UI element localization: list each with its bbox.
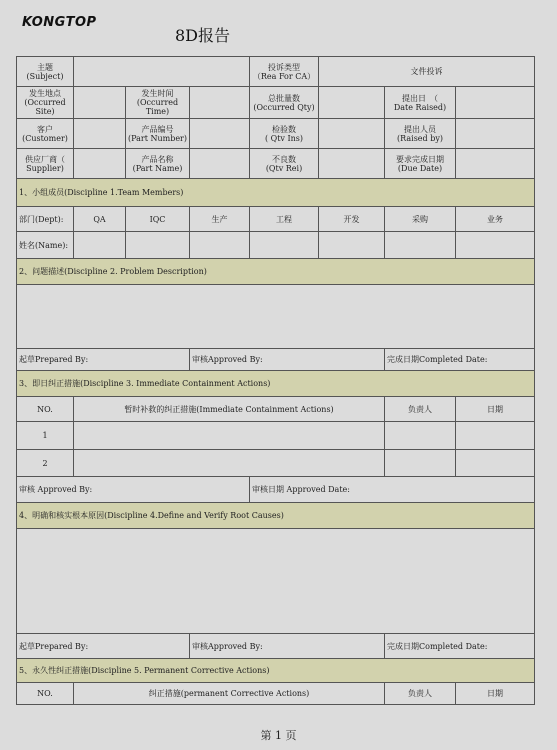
d2-description-row bbox=[17, 285, 535, 349]
d1-heading-row bbox=[17, 179, 535, 207]
page-title: 8D报告 bbox=[175, 26, 231, 45]
subject-value[interactable] bbox=[74, 57, 250, 87]
d3-row-2-owner[interactable] bbox=[385, 450, 456, 477]
qty-rej-value[interactable] bbox=[319, 149, 385, 179]
d2-prepared-by: 起草Prepared By: bbox=[17, 349, 190, 371]
qty-label: 总批量数 (Occurred Qty) bbox=[250, 87, 319, 119]
name-row bbox=[17, 232, 535, 259]
d3-row-1-no: 1 bbox=[17, 422, 74, 450]
d2-completed-date: 完成日期Completed Date: bbox=[385, 349, 535, 371]
supplier-value[interactable] bbox=[74, 149, 126, 179]
due-date-label: 要求完成日期 (Due Date) bbox=[385, 149, 456, 179]
customer-value[interactable] bbox=[74, 119, 126, 149]
dept-engineering: 工程 bbox=[250, 207, 319, 232]
d4-completed-date: 完成日期Completed Date: bbox=[385, 634, 535, 659]
d5-header-row bbox=[17, 683, 535, 705]
raised-by-value[interactable] bbox=[456, 119, 535, 149]
name-iqc[interactable] bbox=[126, 232, 190, 259]
d5-col-no: NO. bbox=[17, 683, 74, 705]
d3-row-2-action[interactable] bbox=[74, 450, 385, 477]
subject-label: 主题 (Subject) bbox=[17, 57, 74, 87]
site-value[interactable] bbox=[74, 87, 126, 119]
d1-heading: 1、小组成员(Discipline 1.Team Members) bbox=[17, 179, 535, 207]
d3-row-2-no: 2 bbox=[17, 450, 74, 477]
d3-heading-row bbox=[17, 371, 535, 397]
date-raised-value[interactable] bbox=[456, 87, 535, 119]
time-label: 发生时间 (Occurred Time) bbox=[126, 87, 190, 119]
qty-value[interactable] bbox=[319, 87, 385, 119]
report-form-table bbox=[16, 56, 535, 705]
d3-col-owner: 负责人 bbox=[385, 397, 456, 422]
d4-description-row bbox=[17, 529, 535, 634]
name-development[interactable] bbox=[319, 232, 385, 259]
d3-row-2 bbox=[17, 450, 535, 477]
part-number-label: 产品编号 (Part Number) bbox=[126, 119, 190, 149]
name-qa[interactable] bbox=[74, 232, 126, 259]
dept-iqc: IQC bbox=[126, 207, 190, 232]
d3-col-date: 日期 bbox=[456, 397, 535, 422]
name-purchasing[interactable] bbox=[385, 232, 456, 259]
d3-heading: 3、即日纠正措施(Discipline 3. Immediate Containment Actions) bbox=[17, 371, 535, 397]
part-number-value[interactable] bbox=[190, 119, 250, 149]
due-date-value[interactable] bbox=[456, 149, 535, 179]
company-logo: KONGTOP bbox=[22, 15, 97, 30]
d2-heading-row bbox=[17, 259, 535, 285]
complaint-type-label: 投诉类型 （Rea For CA） bbox=[250, 57, 319, 87]
dept-production: 生产 bbox=[190, 207, 250, 232]
d5-col-action: 纠正措施(permanent Corrective Actions) bbox=[74, 683, 385, 705]
d3-row-1-date[interactable] bbox=[456, 422, 535, 450]
d4-prepared-by: 起草Prepared By: bbox=[17, 634, 190, 659]
d3-col-no: NO. bbox=[17, 397, 74, 422]
d3-row-2-date[interactable] bbox=[456, 450, 535, 477]
d3-approved-date: 审核日期 Approved Date: bbox=[250, 477, 535, 503]
supplier-label: 供应厂商（ Supplier) bbox=[17, 149, 74, 179]
info-row-supplier bbox=[17, 149, 535, 179]
d5-heading-row bbox=[17, 659, 535, 683]
problem-description-area[interactable] bbox=[17, 285, 535, 349]
dept-label: 部门(Dept): bbox=[17, 207, 74, 232]
raised-by-label: 提出人员 (Raised by) bbox=[385, 119, 456, 149]
part-name-value[interactable] bbox=[190, 149, 250, 179]
d5-col-owner: 负责人 bbox=[385, 683, 456, 705]
info-row-site bbox=[17, 87, 535, 119]
d4-approved-by: 审核Approved By: bbox=[190, 634, 385, 659]
part-name-label: 产品名称 (Part Name) bbox=[126, 149, 190, 179]
d4-signoff-row bbox=[17, 634, 535, 659]
info-row-customer bbox=[17, 119, 535, 149]
time-value[interactable] bbox=[190, 87, 250, 119]
d3-header-row bbox=[17, 397, 535, 422]
name-production[interactable] bbox=[190, 232, 250, 259]
qty-rej-label: 不良数 (Qtv Rei) bbox=[250, 149, 319, 179]
d3-signoff-row bbox=[17, 477, 535, 503]
dept-qa: QA bbox=[74, 207, 126, 232]
root-cause-area[interactable] bbox=[17, 529, 535, 634]
name-label: 姓名(Name): bbox=[17, 232, 74, 259]
d4-heading-row bbox=[17, 503, 535, 529]
customer-label: 客户 (Customer) bbox=[17, 119, 74, 149]
page-number: 第 1 页 bbox=[260, 729, 297, 742]
d2-approved-by: 审核Approved By: bbox=[190, 349, 385, 371]
d3-row-1 bbox=[17, 422, 535, 450]
dept-development: 开发 bbox=[319, 207, 385, 232]
d2-signoff-row bbox=[17, 349, 535, 371]
d5-col-date: 日期 bbox=[456, 683, 535, 705]
qty-ins-value[interactable] bbox=[319, 119, 385, 149]
dept-row bbox=[17, 207, 535, 232]
d3-col-action: 暂时补救的纠正措施(Immediate Containment Actions) bbox=[74, 397, 385, 422]
d3-row-1-owner[interactable] bbox=[385, 422, 456, 450]
name-engineering[interactable] bbox=[250, 232, 319, 259]
d3-row-1-action[interactable] bbox=[74, 422, 385, 450]
dept-purchasing: 采购 bbox=[385, 207, 456, 232]
d3-approved-by: 审核 Approved By: bbox=[17, 477, 250, 503]
date-raised-label: 提出日 （ Date Raised) bbox=[385, 87, 456, 119]
d2-heading: 2、问题描述(Discipline 2. Problem Description) bbox=[17, 259, 535, 285]
name-sales[interactable] bbox=[456, 232, 535, 259]
d5-heading: 5、永久性纠正措施(Discipline 5. Permanent Corrective Actions) bbox=[17, 659, 535, 683]
d4-heading: 4、明确和核实根本原因(Discipline 4.Define and Verify Root Causes) bbox=[17, 503, 535, 529]
dept-sales: 业务 bbox=[456, 207, 535, 232]
info-row-subject bbox=[17, 57, 535, 87]
qty-ins-label: 检验数 ( Qtv Ins) bbox=[250, 119, 319, 149]
site-label: 发生地点 (Occurred Site) bbox=[17, 87, 74, 119]
complaint-type-value: 文件投诉 bbox=[319, 57, 535, 87]
